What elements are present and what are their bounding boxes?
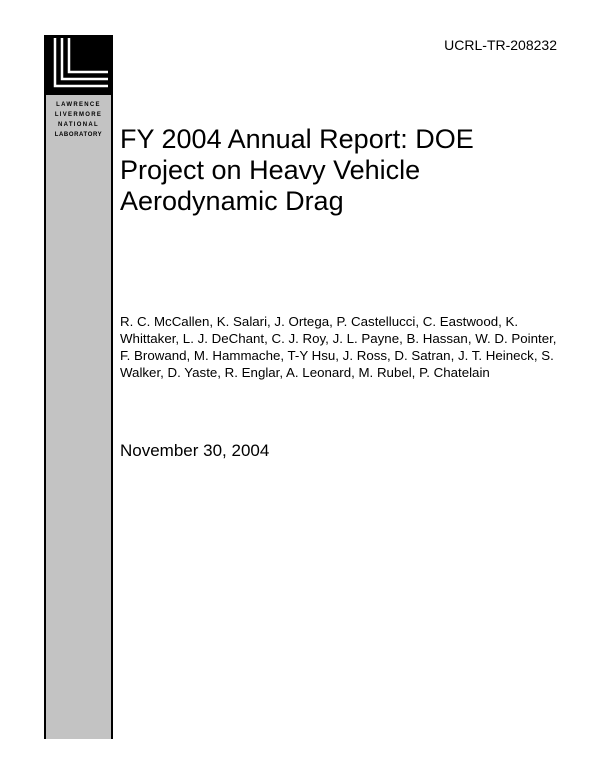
lab-name: [46, 100, 111, 140]
llnl-logo: [46, 35, 111, 95]
document-title: FY 2004 Annual Report: DOE Project on Heavy Vehicle Aerodynamic Drag: [120, 124, 474, 216]
sidebar-band: [44, 35, 113, 739]
report-number: UCRL-TR-208232: [444, 37, 557, 53]
lab-name-line: NATIONAL: [58, 122, 99, 128]
lab-name-line: LABORATORY: [54, 132, 103, 138]
llnl-logo-icon: [46, 35, 111, 95]
report-date: November 30, 2004: [120, 441, 270, 460]
author-list: R. C. McCallen, K. Salari, J. Ortega, P. Castellucci, C. Eastwood, K. Whittaker, L. J. DeChant, C. J. Roy, J. L. Payne, B. Hassan, W. D. Pointer, F. Browand, M. Hammache, T-Y Hsu, J. Ross, D. Satran, J. T. Heineck, S. Walker, D. Yaste, R. Englar, A. Leonard, M. Rubel, P. Chatelain: [120, 314, 557, 380]
lab-name-line: LIVERMORE: [54, 112, 103, 118]
lab-name-line: LAWRENCE: [56, 102, 101, 108]
